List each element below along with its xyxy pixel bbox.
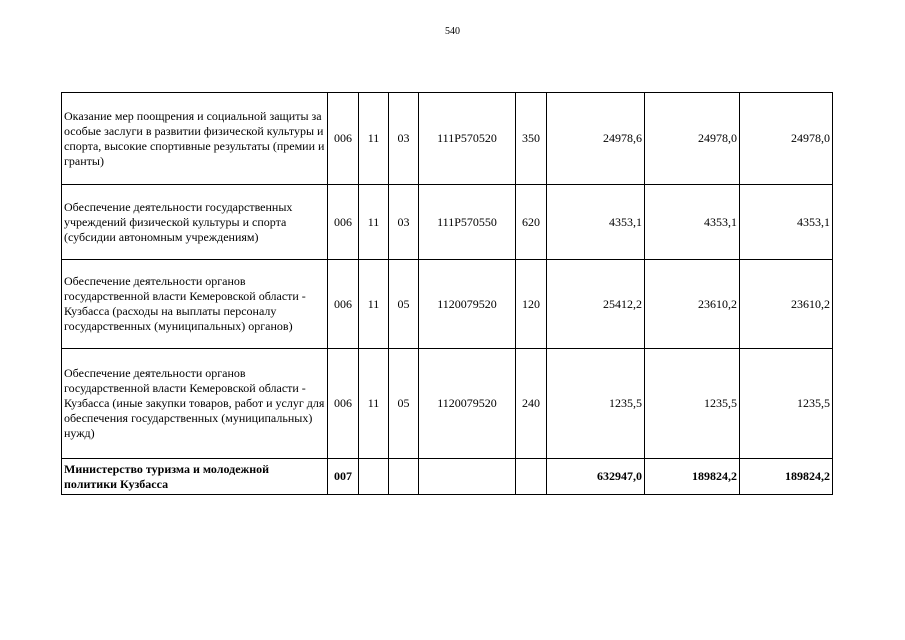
section-code: 11: [359, 260, 389, 349]
section-code: 11: [359, 93, 389, 185]
amount-year-2: 23610,2: [645, 260, 740, 349]
expense-type-code: 240: [516, 349, 547, 459]
row-name: Обеспечение деятельности государственных учреждений физической культуры и спорта (субсидии автономным учреждениям): [62, 185, 328, 260]
target-article-code: 1120079520: [419, 260, 516, 349]
amount-year-3: 189824,2: [740, 459, 833, 495]
budget-table: [61, 92, 833, 495]
ministry-code: 007: [328, 459, 359, 495]
amount-year-1: 632947,0: [547, 459, 645, 495]
ministry-code: 006: [328, 260, 359, 349]
table-row: [62, 260, 833, 349]
subsection-code: [389, 459, 419, 495]
ministry-code: 006: [328, 185, 359, 260]
expense-type-code: 120: [516, 260, 547, 349]
section-code: 11: [359, 349, 389, 459]
amount-year-3: 23610,2: [740, 260, 833, 349]
amount-year-1: 4353,1: [547, 185, 645, 260]
table-row: [62, 349, 833, 459]
expense-type-code: [516, 459, 547, 495]
page-number: 540: [445, 26, 460, 37]
ministry-code: 006: [328, 349, 359, 459]
amount-year-2: 4353,1: [645, 185, 740, 260]
amount-year-2: 24978,0: [645, 93, 740, 185]
target-article-code: 1120079520: [419, 349, 516, 459]
table-row: [62, 185, 833, 260]
row-name: Обеспечение деятельности органов государственной власти Кемеровской области - Кузбасса (расходы на выплаты персоналу государственных (муниципальных) органов): [62, 260, 328, 349]
row-name: Министерство туризма и молодежной политики Кузбасса: [62, 459, 328, 495]
amount-year-1: 1235,5: [547, 349, 645, 459]
amount-year-2: 1235,5: [645, 349, 740, 459]
target-article-code: 111P570550: [419, 185, 516, 260]
expense-type-code: 620: [516, 185, 547, 260]
amount-year-2: 189824,2: [645, 459, 740, 495]
subsection-code: 05: [389, 349, 419, 459]
table-row: [62, 93, 833, 185]
amount-year-3: 1235,5: [740, 349, 833, 459]
subsection-code: 03: [389, 185, 419, 260]
table-row-total: [62, 459, 833, 495]
section-code: [359, 459, 389, 495]
amount-year-3: 4353,1: [740, 185, 833, 260]
expense-type-code: 350: [516, 93, 547, 185]
amount-year-3: 24978,0: [740, 93, 833, 185]
target-article-code: [419, 459, 516, 495]
section-code: 11: [359, 185, 389, 260]
amount-year-1: 24978,6: [547, 93, 645, 185]
subsection-code: 03: [389, 93, 419, 185]
row-name: Оказание мер поощрения и социальной защиты за особые заслуги в развитии физической культуры и спорта, высокие спортивные результаты (премии и гранты): [62, 93, 328, 185]
subsection-code: 05: [389, 260, 419, 349]
target-article-code: 111P570520: [419, 93, 516, 185]
row-name: Обеспечение деятельности органов государственной власти Кемеровской области - Кузбасса (иные закупки товаров, работ и услуг для обеспечения государственных (муниципальных) нужд): [62, 349, 328, 459]
amount-year-1: 25412,2: [547, 260, 645, 349]
ministry-code: 006: [328, 93, 359, 185]
